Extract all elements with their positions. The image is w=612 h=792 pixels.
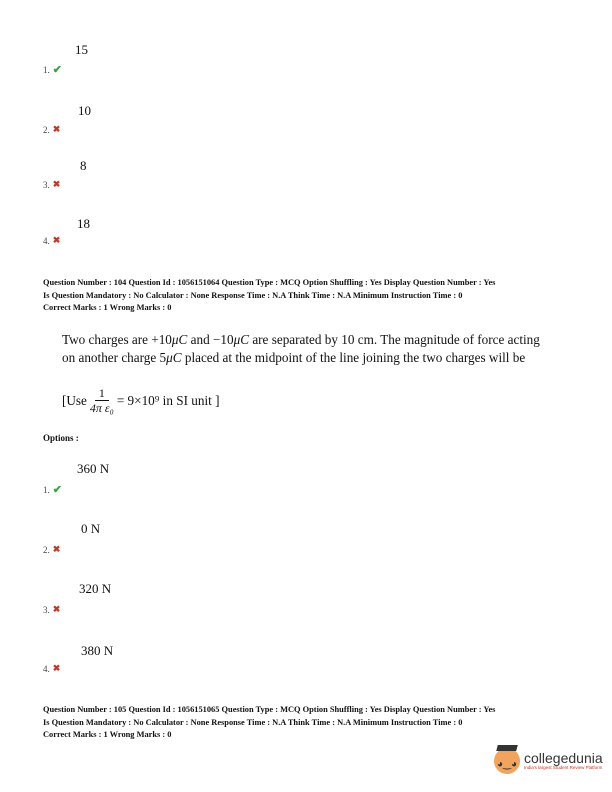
- prev-option-4-marker: [43, 235, 60, 246]
- fraction-numerator: 1: [95, 386, 109, 401]
- prev-option-2-marker: [43, 124, 60, 135]
- formula-hint: [62, 386, 542, 415]
- collegedunia-logo: [494, 748, 603, 774]
- cross-icon: ✖: [52, 663, 61, 673]
- option-number: 3.: [43, 604, 50, 615]
- unit-symbol: μC: [233, 332, 250, 347]
- option-number: 2.: [43, 544, 50, 555]
- meta-line: Correct Marks : 1 Wrong Marks : 0: [43, 303, 172, 312]
- meta-line: Is Question Mandatory : No Calculator : None Response Time : N.A Think Time : N.A Minimum Instruction Time : 0: [43, 290, 463, 300]
- options-label: Options :: [43, 433, 79, 443]
- option-2-value: 0 N: [81, 521, 101, 536]
- question-text-segment: and −10: [187, 332, 234, 347]
- cross-icon: ✖: [52, 235, 61, 245]
- option-4-value: 380 N: [81, 643, 114, 658]
- option-number: 4.: [43, 663, 50, 674]
- prev-option-4-value: 18: [77, 216, 90, 231]
- question-text-segment: placed at the midpoint of the line joining the two charges will be: [181, 350, 526, 365]
- option-number: 1.: [43, 64, 50, 75]
- formula-use-label: [Use: [62, 392, 87, 408]
- question-104-meta: [43, 277, 583, 315]
- unit-symbol: μC: [171, 332, 188, 347]
- prev-option-3-value: 8: [80, 158, 87, 173]
- option-number: 4.: [43, 235, 50, 246]
- formula-rest: = 9×10⁹ in SI unit ]: [116, 392, 220, 408]
- logo-text: [524, 751, 603, 771]
- cross-icon: ✖: [52, 604, 61, 614]
- option-number: 2.: [43, 124, 50, 135]
- cross-icon: ✖: [52, 544, 61, 554]
- option-3-marker: [43, 604, 60, 615]
- cross-icon: ✖: [52, 179, 61, 189]
- meta-line: Question Number : 104 Question Id : 1056151064 Question Type : MCQ Option Shuffling : Yes Display Question Number : Yes: [43, 278, 496, 287]
- formula-fraction: [90, 386, 114, 415]
- cross-icon: ✖: [52, 124, 61, 134]
- meta-line: Correct Marks : 1 Wrong Marks : 0: [43, 730, 172, 739]
- check-icon: ✔: [52, 64, 62, 76]
- logo-name: collegedunia: [524, 750, 603, 766]
- option-number: 3.: [43, 179, 50, 190]
- check-icon: ✔: [52, 484, 62, 496]
- prev-option-3-marker: [43, 179, 60, 190]
- option-number: 1.: [43, 484, 50, 495]
- question-text-segment: are separated by 10 cm. The magnitude of force acting on another charge 5: [62, 332, 540, 365]
- prev-option-1-value: 15: [75, 42, 88, 57]
- option-1-marker: [43, 483, 62, 496]
- prev-option-1-marker: [43, 63, 62, 76]
- option-4-marker: [43, 663, 60, 674]
- meta-line: Is Question Mandatory : No Calculator : None Response Time : N.A Think Time : N.A Minimum Instruction Time : 0: [43, 717, 463, 727]
- option-1-value: 360 N: [77, 461, 110, 476]
- question-text-segment: Two charges are +10: [62, 332, 172, 347]
- meta-line: Question Number : 105 Question Id : 1056151065 Question Type : MCQ Option Shuffling : Yes Display Question Number : Yes: [43, 705, 496, 714]
- prev-option-2-value: 10: [78, 103, 91, 118]
- option-3-value: 320 N: [79, 581, 112, 596]
- logo-mascot-icon: ◕‿◕: [494, 748, 520, 774]
- fraction-denominator: 4π ε₀: [89, 401, 114, 415]
- logo-tagline: India's largest Student Review Platform: [524, 765, 603, 770]
- unit-symbol: μC: [166, 350, 182, 365]
- question-104-text: [62, 331, 542, 367]
- question-105-meta: [43, 704, 583, 742]
- option-2-marker: [43, 544, 60, 555]
